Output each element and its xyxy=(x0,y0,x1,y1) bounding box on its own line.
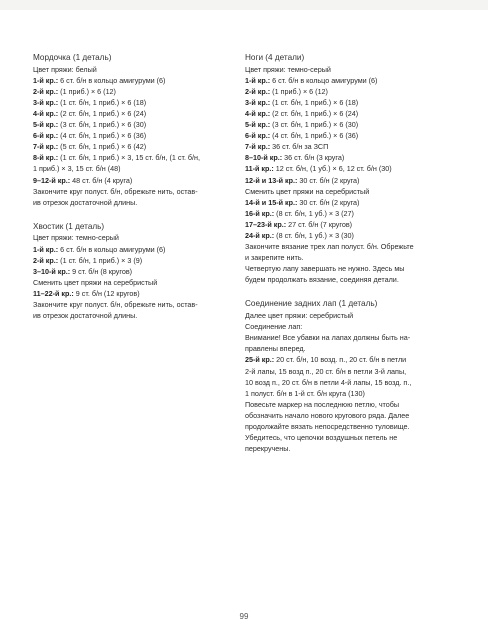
line-text: будем продолжать вязание, соединяя детали. xyxy=(245,275,399,285)
line-text: 30 ст. б/н (2 круга) xyxy=(297,175,360,185)
pattern-line xyxy=(245,86,453,97)
pattern-section xyxy=(245,298,453,454)
right-column xyxy=(245,52,453,467)
pattern-line xyxy=(245,263,453,274)
pattern-line xyxy=(33,130,238,141)
round-label: 5-й кр.: xyxy=(245,120,271,130)
page-number: 99 xyxy=(239,612,249,621)
pattern-line xyxy=(245,175,453,186)
line-text: 27 ст. б/н (7 кругов) xyxy=(286,219,353,229)
page-top-tint xyxy=(0,0,488,10)
line-text: продолжайте вязать непосредственно туловище. xyxy=(245,422,410,431)
pattern-line xyxy=(33,266,238,277)
line-text: (2 ст. б/н, 1 приб.) × 6 (24) xyxy=(270,108,359,118)
pattern-section xyxy=(245,52,453,285)
pattern-line xyxy=(245,152,453,163)
line-text: 20 ст. б/н, 10 возд. п., 20 ст. б/н в петли xyxy=(274,355,407,365)
line-text: (3 ст. б/н, 1 приб.) × 6 (30) xyxy=(270,120,359,130)
round-label: 11-й кр.: xyxy=(245,164,274,174)
round-label: 4-й кр.: xyxy=(245,108,271,118)
line-text: Соединение лап: xyxy=(245,322,303,332)
round-label: 1-й кр.: xyxy=(33,244,59,254)
line-text: (3 ст. б/н, 1 приб.) × 6 (30) xyxy=(58,120,147,130)
pattern-line xyxy=(245,321,453,332)
round-label: 7-й кр.: xyxy=(33,142,59,152)
pattern-line xyxy=(33,310,238,321)
round-label: 1-й кр.: xyxy=(33,75,59,85)
line-text: Внимание! Все убавки на лапах должны быть на- xyxy=(245,333,411,343)
left-column xyxy=(33,52,238,334)
line-text: (1 приб.) × 6 (12) xyxy=(270,86,328,96)
line-text: (1 ст. б/н, 1 приб.) × 3, 15 ст. б/н, (1 ст. б/н, xyxy=(58,153,201,163)
pattern-line xyxy=(33,152,238,163)
round-label: 11–22-й кр.: xyxy=(33,288,74,298)
round-label: 3-й кр.: xyxy=(245,97,271,107)
line-text: 6 ст. б/н в кольцо амигуруми (6) xyxy=(58,244,166,254)
pattern-line xyxy=(245,310,453,321)
round-label: 2-й кр.: xyxy=(33,255,59,265)
pattern-line xyxy=(33,86,238,97)
pattern-line xyxy=(245,399,453,410)
pattern-line xyxy=(33,186,238,197)
round-label: 8–10-й кр.: xyxy=(245,153,283,163)
round-label: 2-й кр.: xyxy=(245,86,271,96)
pattern-line xyxy=(245,354,453,365)
section-title: Хвостик (1 деталь) xyxy=(33,221,105,231)
line-text: ив отрезок достаточной длины. xyxy=(33,197,138,207)
line-text: Цвет пряжи: белый xyxy=(33,64,97,74)
line-text: Повесьте маркер на последнюю петлю, чтобы xyxy=(245,399,400,409)
round-label: 12-й и 13-й кр.: xyxy=(245,175,298,185)
pattern-line xyxy=(245,252,453,263)
round-label: 16-й кр.: xyxy=(245,208,275,218)
pattern-line xyxy=(245,388,453,399)
round-label: 5-й кр.: xyxy=(33,120,59,130)
pattern-line xyxy=(245,75,453,86)
pattern-line xyxy=(245,108,453,119)
section-title: Ноги (4 детали) xyxy=(245,53,305,62)
pattern-line xyxy=(245,432,453,443)
pattern-line xyxy=(245,230,453,241)
line-text: 1 приб.) × 3, 15 ст. б/н (48) xyxy=(33,164,121,174)
line-text: (8 ст. б/н, 1 уб.) × 3 (27) xyxy=(274,208,354,218)
pattern-line xyxy=(33,97,238,108)
pattern-line xyxy=(245,163,453,174)
line-text: (1 ст. б/н, 1 приб.) × 3 (9) xyxy=(58,255,143,265)
pattern-section xyxy=(33,221,238,321)
line-text: перекручены. xyxy=(245,444,291,454)
pattern-line xyxy=(33,277,238,288)
round-label: 7-й кр.: xyxy=(245,142,271,152)
line-text: (5 ст. б/н, 1 приб.) × 6 (42) xyxy=(58,142,147,152)
line-text: Сменить цвет пряжи на серебристый xyxy=(245,186,370,196)
line-text: (1 ст. б/н, 1 приб.) × 6 (18) xyxy=(58,97,147,107)
line-text: ив отрезок достаточной длины. xyxy=(33,311,138,321)
section-title: Мордочка (1 деталь) xyxy=(33,53,112,62)
line-text: (1 ст. б/н, 1 приб.) × 6 (18) xyxy=(270,97,359,107)
line-text: (4 ст. б/н, 1 приб.) × 6 (36) xyxy=(270,131,359,141)
pattern-line xyxy=(245,274,453,285)
line-text: (1 приб.) × 6 (12) xyxy=(58,86,116,96)
pattern-line xyxy=(245,186,453,197)
pattern-line xyxy=(33,197,238,208)
round-label: 6-й кр.: xyxy=(245,131,271,141)
pattern-line xyxy=(245,97,453,108)
line-text: 1 полуст. б/н в 1-й ст. б/н круга (130) xyxy=(245,388,365,398)
round-label: 14-й и 15-й кр.: xyxy=(245,197,298,207)
pattern-line xyxy=(33,288,238,299)
line-text: Закончите вязание трех лап полуст. б/н. Обрежьте xyxy=(245,242,414,252)
line-text: правлены вперед. xyxy=(245,344,306,354)
line-text: Далее цвет пряжи: серебристый xyxy=(245,311,354,321)
line-text: (8 ст. б/н, 1 уб.) × 3 (30) xyxy=(274,231,354,240)
line-text: (4 ст. б/н, 1 приб.) × 6 (36) xyxy=(58,131,147,141)
pattern-line xyxy=(245,366,453,377)
round-label: 9–12-й кр.: xyxy=(33,175,71,185)
pattern-line xyxy=(33,255,238,266)
line-text: 30 ст. б/н (2 круга) xyxy=(297,197,360,207)
line-text: 48 ст. б/н (4 круга) xyxy=(70,175,133,185)
pattern-line xyxy=(245,421,453,432)
pattern-line xyxy=(245,410,453,421)
line-text: Убедитесь, что цепочки воздушных петель не xyxy=(245,433,398,443)
round-label: 6-й кр.: xyxy=(33,131,59,141)
line-text: Цвет пряжи: темно-серый xyxy=(245,64,331,74)
pattern-section xyxy=(33,52,238,208)
line-text: 12 ст. б/н, (1 уб.) × 6, 12 ст. б/н (30) xyxy=(273,164,392,174)
round-label: 3-й кр.: xyxy=(33,97,59,107)
pattern-line xyxy=(33,75,238,86)
pattern-line xyxy=(245,141,453,152)
line-text: 6 ст. б/н в кольцо амигуруми (6) xyxy=(58,75,166,85)
round-label: 17–23-й кр.: xyxy=(245,219,287,229)
line-text: Четвертую лапу завершать не нужно. Здесь мы xyxy=(245,264,405,274)
pattern-line xyxy=(33,232,238,243)
round-label: 8-й кр.: xyxy=(33,153,59,163)
pattern-line xyxy=(33,64,238,75)
pattern-line xyxy=(245,332,453,343)
pattern-line xyxy=(245,119,453,130)
pattern-line xyxy=(245,130,453,141)
pattern-line xyxy=(33,108,238,119)
line-text: и закрепите нить. xyxy=(245,253,304,263)
line-text: 10 возд п., 20 ст. б/н в петли 4-й лапы, 15 возд. п., xyxy=(245,377,412,387)
round-label: 25-й кр.: xyxy=(245,355,275,365)
line-text: 9 ст. б/н (12 кругов) xyxy=(73,288,140,298)
pattern-line xyxy=(245,241,453,252)
round-label: 3–10-й кр.: xyxy=(33,266,71,276)
line-text: 9 ст. б/н (8 кругов) xyxy=(70,266,133,276)
pattern-line xyxy=(33,141,238,152)
round-label: 4-й кр.: xyxy=(33,108,59,118)
line-text: 6 ст. б/н в кольцо амигуруми (6) xyxy=(270,75,378,85)
line-text: Закончите круг полуст. б/н, обрежьте нить, остав- xyxy=(33,299,198,309)
pattern-line xyxy=(33,299,238,310)
pattern-line xyxy=(245,343,453,354)
line-text: обозначить начало нового кругового ряда. Далее xyxy=(245,410,410,420)
pattern-line xyxy=(245,208,453,219)
pattern-line xyxy=(245,197,453,208)
line-text: (2 ст. б/н, 1 приб.) × 6 (24) xyxy=(58,108,147,118)
pattern-line xyxy=(245,443,453,454)
pattern-line xyxy=(245,64,453,75)
line-text: Цвет пряжи: темно-серый xyxy=(33,233,119,243)
line-text: 36 ст. б/н за ЗСП xyxy=(270,142,329,152)
pattern-line xyxy=(33,244,238,255)
round-label: 1-й кр.: xyxy=(245,75,271,85)
pattern-line xyxy=(33,175,238,186)
pattern-line xyxy=(33,119,238,130)
pattern-line xyxy=(33,163,238,174)
line-text: Закончите круг полуст. б/н, обрежьте нить, остав- xyxy=(33,186,198,196)
line-text: 2-й лапы, 15 возд п., 20 ст. б/н в петли 3-й лапы, xyxy=(245,366,407,376)
line-text: Сменить цвет пряжи на серебристый xyxy=(33,277,158,287)
pattern-line xyxy=(245,377,453,388)
round-label: 24-й кр.: xyxy=(245,231,275,240)
line-text: 36 ст. б/н (3 круга) xyxy=(282,153,345,163)
section-title: Соединение задних лап (1 деталь) xyxy=(245,299,378,309)
pattern-line xyxy=(245,219,453,230)
round-label: 2-й кр.: xyxy=(33,86,59,96)
